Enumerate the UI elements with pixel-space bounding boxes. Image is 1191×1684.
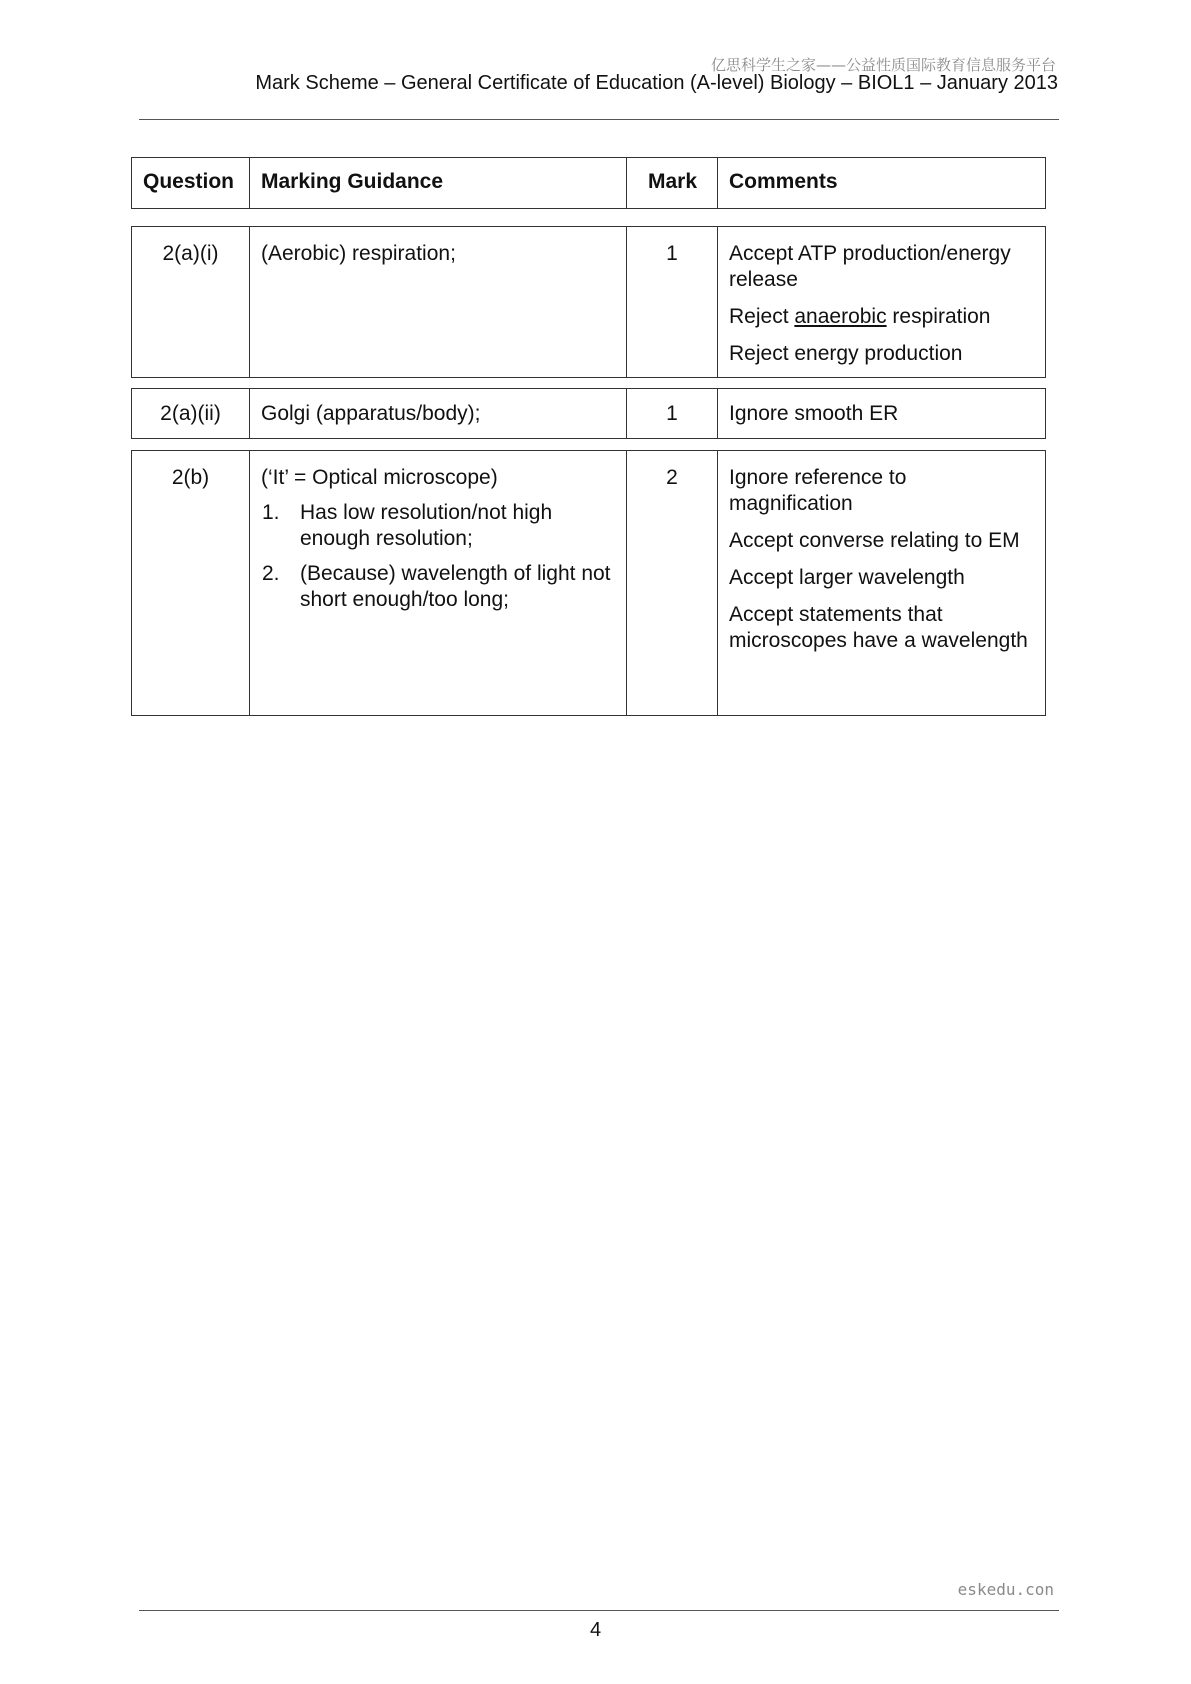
page-number: 4 — [589, 1619, 602, 1641]
comment-text: Accept statements that microscopes have a wavelength — [729, 603, 1028, 652]
column-header-question: Question — [132, 158, 250, 209]
comment-text: Accept converse relating to EM — [729, 529, 1020, 552]
mark-value: 2 — [666, 466, 678, 489]
mark-value: 1 — [666, 402, 678, 425]
page-header-title: Mark Scheme – General Certificate of Education (A-level) Biology – BIOL1 – January 2013 — [255, 72, 1058, 94]
guidance-point-1 — [261, 500, 616, 552]
column-header-table — [131, 157, 1046, 209]
mark-value: 1 — [666, 242, 678, 265]
question-number: 2(a)(i) — [162, 242, 219, 265]
footer-divider — [139, 1610, 1059, 1611]
point-text: (Because) wavelength of light not short enough/too long; — [300, 562, 611, 611]
marking-guidance-cell — [250, 451, 627, 716]
comment-text: Reject energy production — [729, 342, 963, 365]
question-row-2ai — [131, 226, 1046, 378]
marking-guidance-text: Golgi (apparatus/body); — [261, 402, 481, 425]
header-watermark: 亿思科学生之家——公益性质国际教育信息服务平台 — [710, 56, 1056, 74]
comments-cell — [718, 451, 1046, 716]
question-number: 2(b) — [171, 466, 210, 489]
comment-text: Ignore reference to magnification — [729, 466, 907, 515]
underlined-term: anaerobic — [794, 305, 887, 328]
point-number: 1. — [262, 501, 280, 524]
comment-text: Ignore smooth ER — [729, 402, 899, 425]
comment-text: Reject anaerobic respiration — [729, 305, 991, 328]
comment-text: Accept larger wavelength — [729, 566, 965, 589]
header-divider — [139, 119, 1059, 120]
question-row-2b — [131, 450, 1046, 716]
point-number: 2. — [262, 562, 280, 585]
question-row-2aii — [131, 388, 1046, 439]
column-header-mark: Mark — [627, 158, 718, 209]
comment-text: Accept ATP production/energy release — [729, 242, 1011, 291]
guidance-point-2 — [261, 561, 616, 613]
point-text: Has low resolution/not high enough resolution; — [300, 501, 553, 550]
column-header-comments: Comments — [718, 158, 1046, 209]
column-header-marking-guidance: Marking Guidance — [250, 158, 627, 209]
marking-guidance-text: (Aerobic) respiration; — [261, 242, 456, 265]
footer-watermark: eskedu.con — [957, 1580, 1054, 1599]
question-number: 2(a)(ii) — [160, 402, 221, 425]
comments-cell — [718, 227, 1046, 378]
guidance-intro: (‘It’ = Optical microscope) — [261, 466, 498, 489]
